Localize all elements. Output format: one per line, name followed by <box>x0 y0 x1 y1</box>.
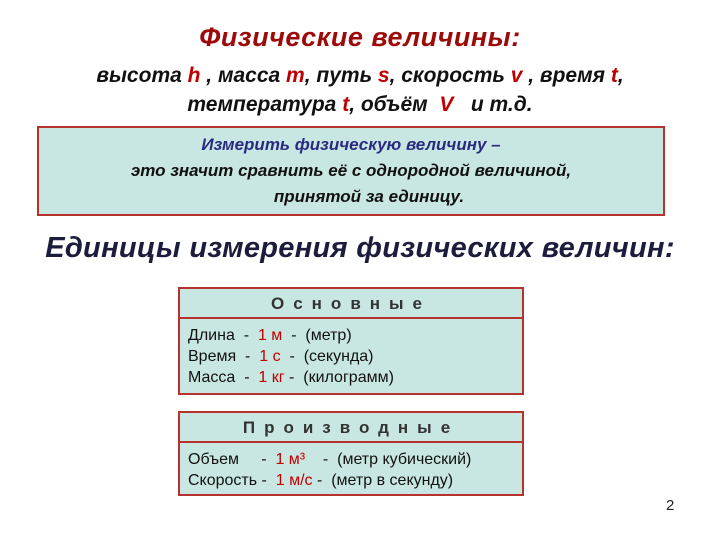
basic-units-list <box>180 319 522 392</box>
page-number: 2 <box>666 497 675 514</box>
derived-units-list <box>180 443 522 495</box>
quantity-name: Объем <box>188 451 239 468</box>
unit-symbol: 1 с <box>259 348 281 365</box>
definition-box <box>37 126 665 216</box>
separator: - <box>236 348 260 365</box>
separator: - <box>257 472 276 489</box>
symbol-speed: v <box>510 64 523 87</box>
quantity-text: , <box>617 64 624 87</box>
quantity-text: , время <box>522 64 611 87</box>
unit-description: - (секунда) <box>280 348 374 365</box>
symbol-path: s <box>377 64 390 87</box>
unit-symbol: 1 кг <box>258 369 285 386</box>
unit-symbol: 1 м <box>257 327 283 344</box>
derived-units-panel <box>178 411 524 496</box>
quantity-text: , объём <box>349 93 440 116</box>
unit-row-mass <box>188 367 514 388</box>
quantity-name: Масса <box>188 369 236 386</box>
quantity-text: и т.д. <box>453 93 533 116</box>
definition-line-2: это значит сравнить её с однородной величиной, <box>130 161 572 180</box>
unit-description: - (метр) <box>282 327 352 344</box>
definition-line-3: принятой за единицу. <box>273 187 465 206</box>
separator: - <box>234 327 258 344</box>
quantity-text: , скорость <box>389 64 511 87</box>
quantity-text: высота <box>96 64 188 87</box>
quantity-text: , масса <box>200 64 287 87</box>
symbol-time: t <box>610 64 618 87</box>
unit-row-length <box>188 325 514 346</box>
basic-units-header: Основные <box>180 289 522 319</box>
quantities-list <box>0 61 720 119</box>
unit-description: - (килограмм) <box>284 369 394 386</box>
unit-row-volume <box>188 449 514 470</box>
units-heading: Единицы измерения физических величин: <box>45 232 675 264</box>
definition-line-1: Измерить физическую величину – <box>201 135 501 154</box>
quantity-name: Время <box>188 348 237 365</box>
quantities-line-2 <box>0 90 720 119</box>
symbol-temperature: t <box>342 93 350 116</box>
quantity-text: , путь <box>304 64 378 87</box>
symbol-volume: V <box>439 93 454 116</box>
quantity-name: Скорость <box>188 472 258 489</box>
unit-description: - (метр в секунду) <box>312 472 454 489</box>
separator: - <box>238 451 276 468</box>
unit-symbol: 1 м/с <box>275 472 313 489</box>
quantities-line-1 <box>0 61 720 90</box>
quantity-name: Длина <box>188 327 235 344</box>
unit-row-time <box>188 346 514 367</box>
unit-row-speed <box>188 470 514 491</box>
symbol-height: h <box>187 64 201 87</box>
quantity-text: температура <box>187 93 343 116</box>
derived-units-header: Производные <box>180 413 522 443</box>
unit-symbol: 1 м³ <box>275 451 306 468</box>
symbol-mass: m <box>286 64 305 87</box>
separator: - <box>235 369 259 386</box>
unit-description: - (метр кубический) <box>305 451 472 468</box>
slide-title: Физические величины: <box>199 22 521 52</box>
basic-units-panel <box>178 287 524 395</box>
